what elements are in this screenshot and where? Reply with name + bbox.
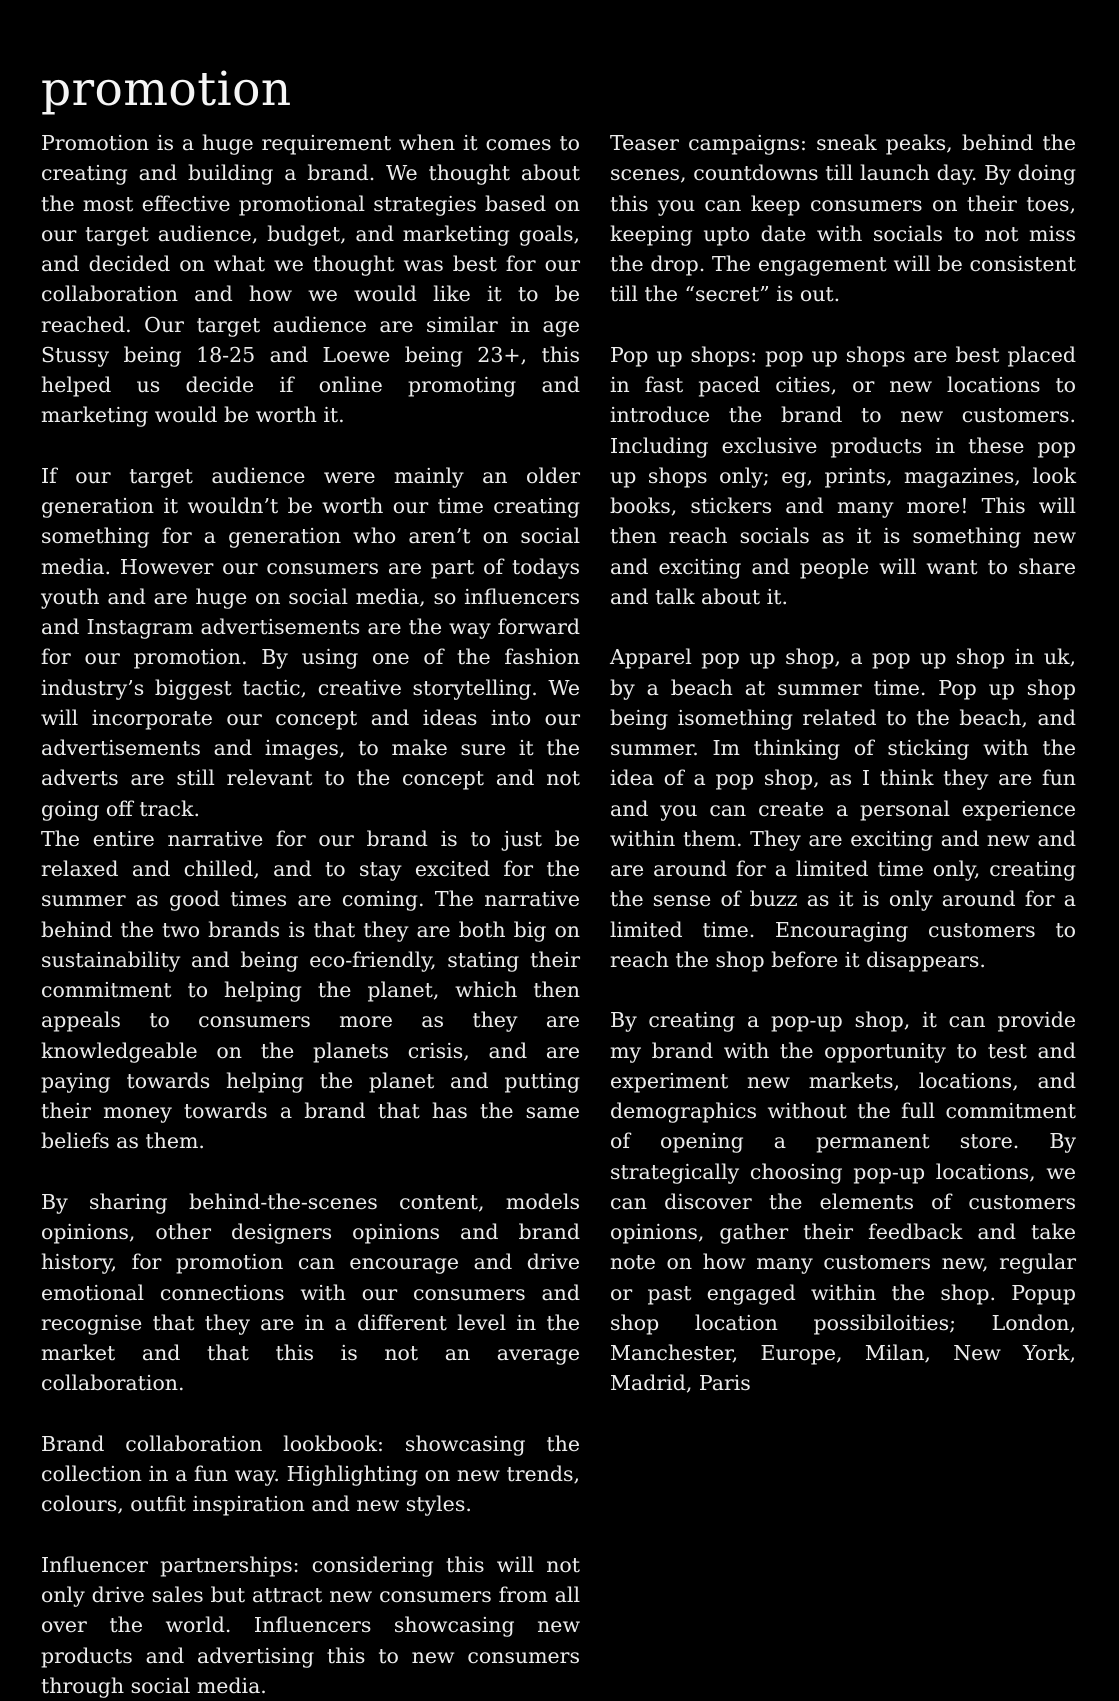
- paragraph-target-audience: If our target audience were mainly an older generation it wouldn’t be worth our time creating something for a generation who aren’t on social media. However our consumers are part of todays youth and are huge on social media, so influencers and Instagram advertisements are the way forward for our promotion. By using one of the fashion industry’s biggest tactic, creative storytelling. We will incorporate our concept and ideas into our advertisements and images, to make sure it the adverts are still relevant to the concept and not going off track.: [41, 463, 580, 821]
- paragraph-lookbook: Brand collaboration lookbook: showcasing the collection in a fun way. Highlighting on new trends, colours, outfit inspiration and new styles.: [41, 1431, 580, 1517]
- left-column: [41, 128, 580, 1701]
- paragraph-promotion-intro: Promotion is a huge requirement when it comes to creating and building a brand. We thought about the most effective promotional strategies based on our target audience, budget, and marketing goals, and decided on what we thought was best for our collaboration and how we would like it to be reached. Our target audience are similar in age Stussy being 18-25 and Loewe being 23+, this helped us decide if online promoting and marketing would be worth it.: [41, 131, 580, 428]
- paragraph-apparel-pop-up: Apparel pop up shop, a pop up shop in uk, by a beach at summer time. Pop up shop being isomething related to the beach, and summer. Im thinking of sticking with the idea of a pop shop, as I think they are fun and you can create a personal experience within them. They are exciting and new and are around for a limited time only, creating the sense of buzz as it is only around for a limited time. Encouraging customers to reach the shop before it disappears.: [610, 645, 1076, 972]
- paragraph-pop-up-benefits: By creating a pop-up shop, it can provide my brand with the opportunity to test and experiment new markets, locations, and demographics without the full commitment of opening a permanent store. By strategically choosing pop-up locations, we can discover the elements of customers opinions, gather their feedback and take note on how many customers new, regular or past engaged within the shop. Popup shop location possibiloities; London, Manchester, Europe, Milan, New York, Madrid, Paris: [610, 1008, 1076, 1396]
- paragraph-influencer-partnerships: Influencer partnerships: considering this will not only drive sales but attract new consumers from all over the world. Influencers showcasing new products and advertising this to new consumers through social media.: [41, 1552, 580, 1698]
- page-title: promotion: [41, 62, 292, 117]
- paragraph-brand-narrative: The entire narrative for our brand is to just be relaxed and chilled, and to stay excited for the summer as good times are coming. The narrative behind the two brands is that they are both big on sustainability and being eco-friendly, stating their commitment to helping the planet, which then appeals to consumers more as they are knowledgeable on the planets crisis, and are paying towards helping the planet and putting their money towards a brand that has the same beliefs as them.: [41, 826, 580, 1154]
- paragraph-pop-up-shops: Pop up shops: pop up shops are best placed in fast paced cities, or new locations to introduce the brand to new customers. Including exclusive products in these pop up shops only; eg, prints, magazines, look books, stickers and many more! This will then reach socials as it is something new and exciting and people will want to share and talk about it.: [610, 342, 1076, 609]
- right-column: [610, 128, 1076, 1399]
- paragraph-behind-the-scenes: By sharing behind-the-scenes content, models opinions, other designers opinions and brand history, for promotion can encourage and drive emotional connections with our consumers and recognise that they are in a different level in the market and that this is not an average collaboration.: [41, 1189, 580, 1396]
- paragraph-teaser-campaigns: Teaser campaigns: sneak peaks, behind the scenes, countdowns till launch day. By doing this you can keep consumers on their toes, keeping upto date with socials to not miss the drop. The engagement will be consistent till the “secret” is out.: [610, 131, 1076, 307]
